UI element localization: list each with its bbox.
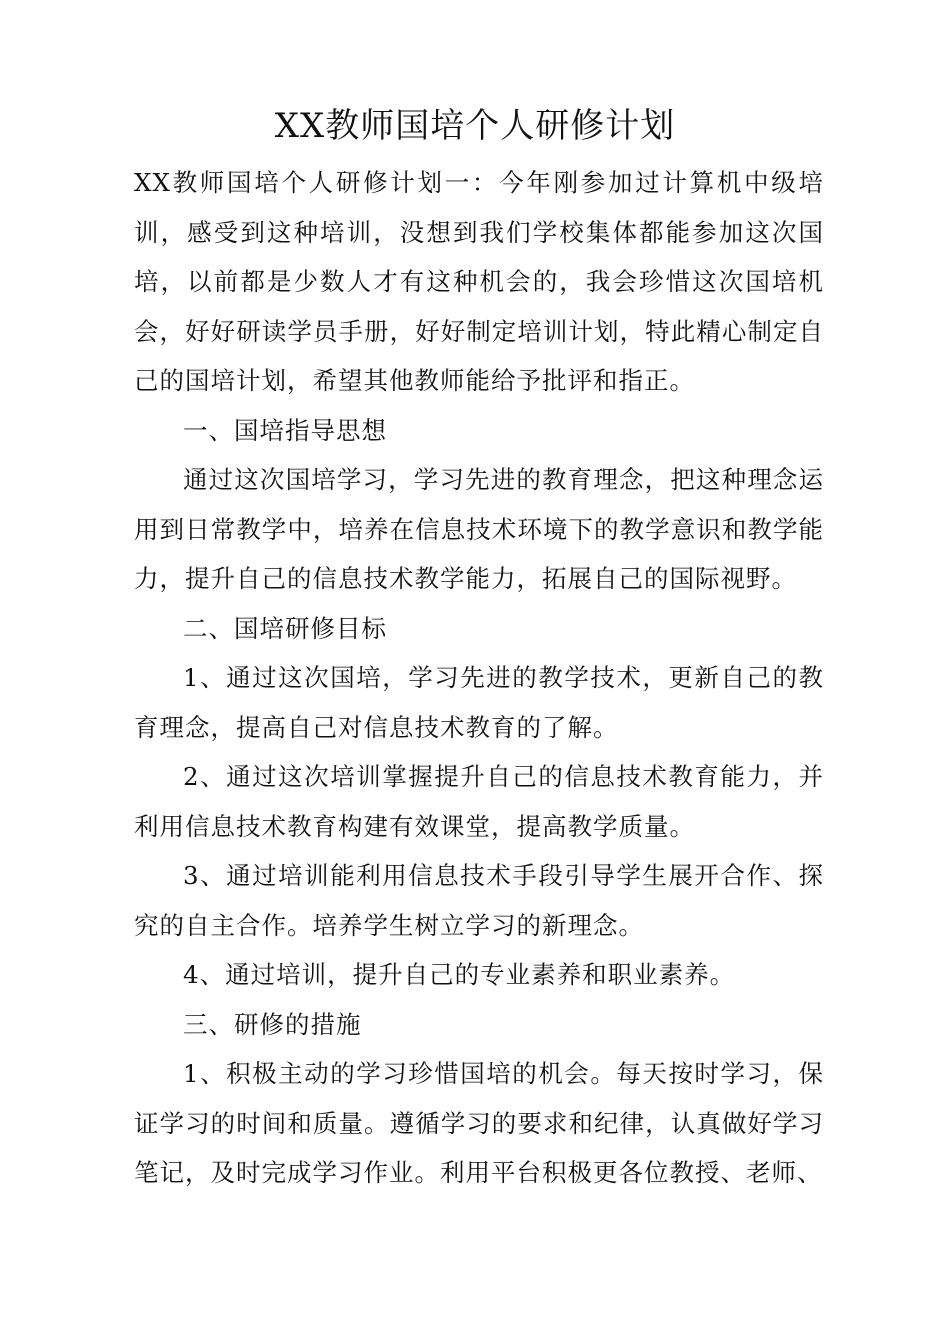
- measure-item-1: 1、积极主动的学习珍惜国培的机会。每天按时学习，保证学习的时间和质量。遵循学习的要求和纪律，认真做好学习笔记，及时完成学习作业。利用平台积极更各位教授、老师、: [134, 1059, 824, 1187]
- goal-item-4: 4、通过培训，提升自己的专业素养和职业素养。: [183, 960, 736, 989]
- goal-item-1: 1、通过这次国培，学习先进的教学技术，更新自己的教育理念，提高自己对信息技术教育的了解。: [134, 663, 824, 742]
- section-heading-measures: 三、研修的措施: [183, 1009, 362, 1039]
- goal-item-3: 3、通过培训能利用信息技术手段引导学生展开合作、探究的自主合作。培养学生树立学习的新理念。: [134, 861, 824, 940]
- paragraph-guiding-ideas: 通过这次国培学习，学习先进的教育理念，把这种理念运用到日常教学中，培养在信息技术环境下的教学意识和教学能力，提升自己的信息技术教学能力，拓展自己的国际视野。: [134, 465, 824, 593]
- document-title: XX教师国培个人研修计划: [274, 106, 676, 146]
- document-body: [134, 158, 824, 1198]
- section-heading-goals: 二、国培研修目标: [183, 613, 387, 643]
- goal-item-2: 2、通过这次培训掌握提升自己的信息技术教育能力，并利用信息技术教育构建有效课堂，提高教学质量。: [134, 762, 824, 841]
- section-heading-guiding-ideas: 一、国培指导思想: [183, 415, 387, 445]
- intro-paragraph: XX教师国培个人研修计划一：今年刚参加过计算机中级培训，感受到这种培训，没想到我们学校集体都能参加这次国培，以前都是少数人才有这种机会的，我会珍惜这次国培机会，好好研读学员手册，好好制定培训计划，特此精心制定自己的国培计划，希望其他教师能给予批评和指正。: [134, 168, 824, 395]
